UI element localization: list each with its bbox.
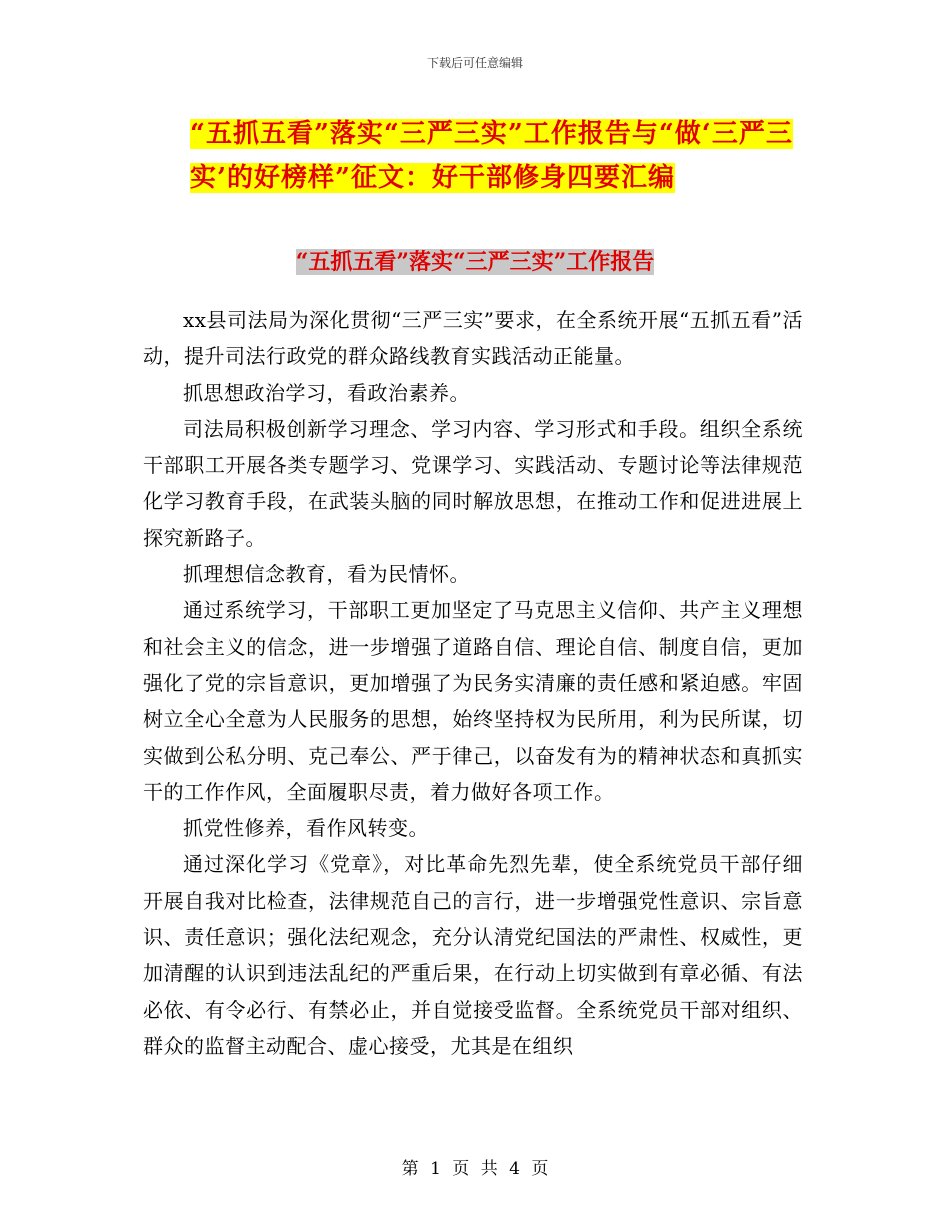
paragraph: 抓思想政治学习，看政治素养。 xyxy=(183,380,470,405)
section-title xyxy=(0,244,950,280)
paragraph: 通过深化学习《党章》，对比革命先烈先辈，使全系统党员干部仔细开展自我对比检查，法律规范自己的言行，进一步增强党性意识、宗旨意识、责任意识；强化法纪观念，充分认清党纪国法的严肃性、权威性，更加清醒的认识到违法乱纪的严重后果，在行动上切实做到有章必循、有法必依、有令必行、有禁必止，并自觉接受监督。全系统党员干部对组织、群众的监督主动配合、虚心接受，尤其是在组织 xyxy=(143,852,803,1058)
document-body xyxy=(143,302,803,1064)
page-footer: 第 1 页 共 4 页 xyxy=(401,1159,549,1179)
document-title xyxy=(190,112,810,200)
header-note: 下载后可任意编辑 xyxy=(426,56,523,70)
paragraph: 通过系统学习，干部职工更加坚定了马克思主义信仰、共产主义理想和社会主义的信念，进一步增强了道路自信、理论自信、制度自信，更加强化了党的宗旨意识，更加增强了为民务实清廉的责任感和紧迫感。牢固树立全心全意为人民服务的思想，始终坚持权为民所用，利为民所谋，切实做到公私分明、克己奉公、严于律己，以奋发有为的精神状态和真抓实干的工作作风，全面履职尽责，着力做好各项工作。 xyxy=(143,598,803,804)
paragraph: 抓党性修养，看作风转变。 xyxy=(183,816,429,841)
paragraph: xx县司法局为深化贯彻“三严三实”要求，在全系统开展“五抓五看”活动，提升司法行政党的群众路线教育实践活动正能量。 xyxy=(143,308,803,369)
section-title-text: “五抓五看”落实“三严三实”工作报告 xyxy=(295,249,655,275)
paragraph: 司法局积极创新学习理念、学习内容、学习形式和手段。组织全系统干部职工开展各类专题学习、党课学习、实践活动、专题讨论等法律规范化学习教育手段，在武装头脑的同时解放思想，在推动工作和促进进展上探究新路子。 xyxy=(143,416,803,550)
document-title-text: “五抓五看”落实“三严三实”工作报告与“做‘三严三实’的好榜样”征文：好干部修身四要汇编 xyxy=(190,119,793,193)
paragraph: 抓理想信念教育，看为民情怀。 xyxy=(183,562,470,587)
